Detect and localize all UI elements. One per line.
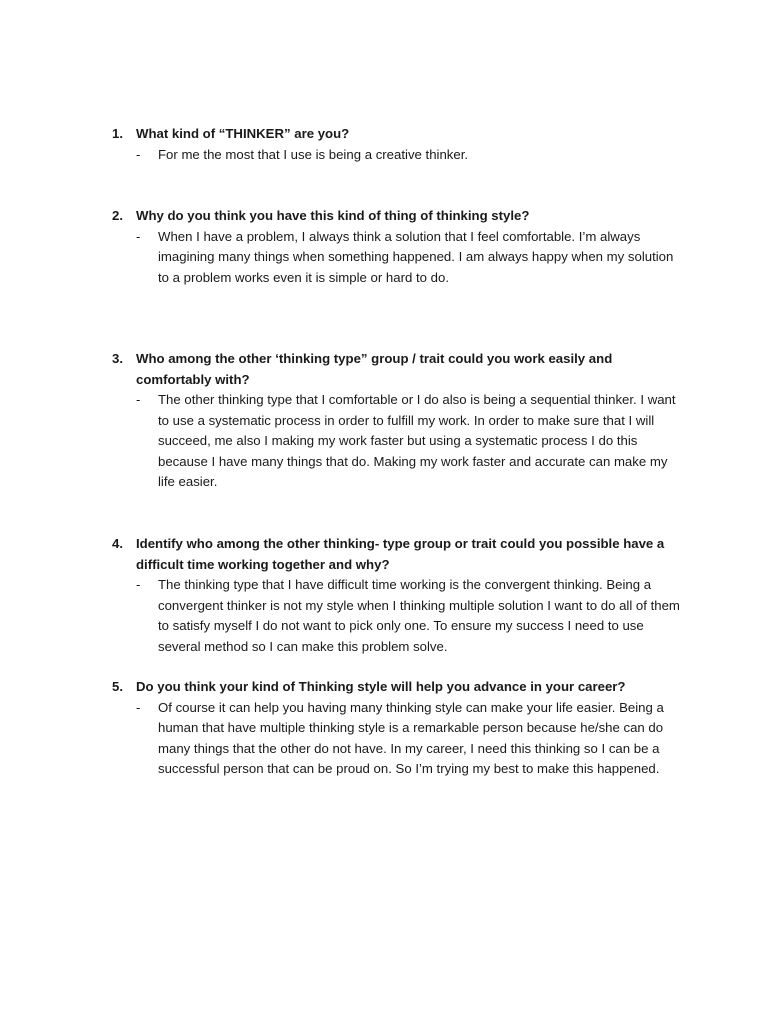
answer-4 xyxy=(0,575,768,657)
question-number: 2. xyxy=(112,208,123,223)
question-block-2 xyxy=(0,206,768,288)
question-text: Identify who among the other thinking- type group or trait could you possible have a difficult time working together and why? xyxy=(136,536,665,572)
question-block-5 xyxy=(0,677,768,780)
answer-3 xyxy=(0,390,768,493)
question-4 xyxy=(0,534,768,575)
answer-text: For me the most that I use is being a creative thinker. xyxy=(158,146,469,162)
question-block-1 xyxy=(0,124,768,165)
question-block-3 xyxy=(0,349,768,493)
bullet-dash: - xyxy=(136,577,141,592)
question-1 xyxy=(0,124,768,145)
question-text: Who among the other ‘thinking type” group / trait could you work easily and comfortably with? xyxy=(136,351,613,387)
question-5 xyxy=(0,677,768,698)
bullet-dash: - xyxy=(136,699,141,715)
bullet-dash: - xyxy=(136,146,141,162)
answer-1 xyxy=(0,145,768,166)
question-text: Do you think your kind of Thinking style will help you advance in your career? xyxy=(136,679,626,694)
answer-text: Of course it can help you having many thinking style can make your life easier. Being a human that have multiple thinking style is a remarkable person because he/she can do many things that the other do not have. In my career, I need this thinking so I can be a successful person that can be proud on. So I’m trying my best to make this happened. xyxy=(158,699,664,776)
question-3 xyxy=(0,349,768,390)
answer-text: The other thinking type that I comfortable or I do also is being a sequential thinker. I want to use a systematic process in order to fulfill my work. In order to make sure that I will succeed, me also I making my work faster but using a systematic process I do this because I have many things that do. Making my work faster and accurate can make my life easier. xyxy=(158,392,676,489)
answer-2 xyxy=(0,227,768,289)
question-number: 4. xyxy=(112,536,123,551)
bullet-dash: - xyxy=(136,392,141,407)
bullet-dash: - xyxy=(136,228,141,244)
question-2 xyxy=(0,206,768,227)
question-number: 1. xyxy=(112,126,123,141)
answer-5 xyxy=(0,698,768,780)
question-text: Why do you think you have this kind of thing of thinking style? xyxy=(136,208,530,223)
answer-text: The thinking type that I have difficult time working is the convergent thinking. Being a convergent thinker is not my style when I thinking multiple solution I want to do all of them to satisfy myself I do not want to pick only one. To ensure my success I need to use several method so I can make this problem solve. xyxy=(158,577,680,654)
question-number: 5. xyxy=(112,679,123,694)
question-block-4 xyxy=(0,534,768,657)
question-text: What kind of “THINKER” are you? xyxy=(136,126,350,141)
answer-text: When I have a problem, I always think a solution that I feel comfortable. I’m always imagining many things when something happened. I am always happy when my solution to a problem works even it is simple or hard to do. xyxy=(158,228,674,285)
question-number: 3. xyxy=(112,351,123,366)
